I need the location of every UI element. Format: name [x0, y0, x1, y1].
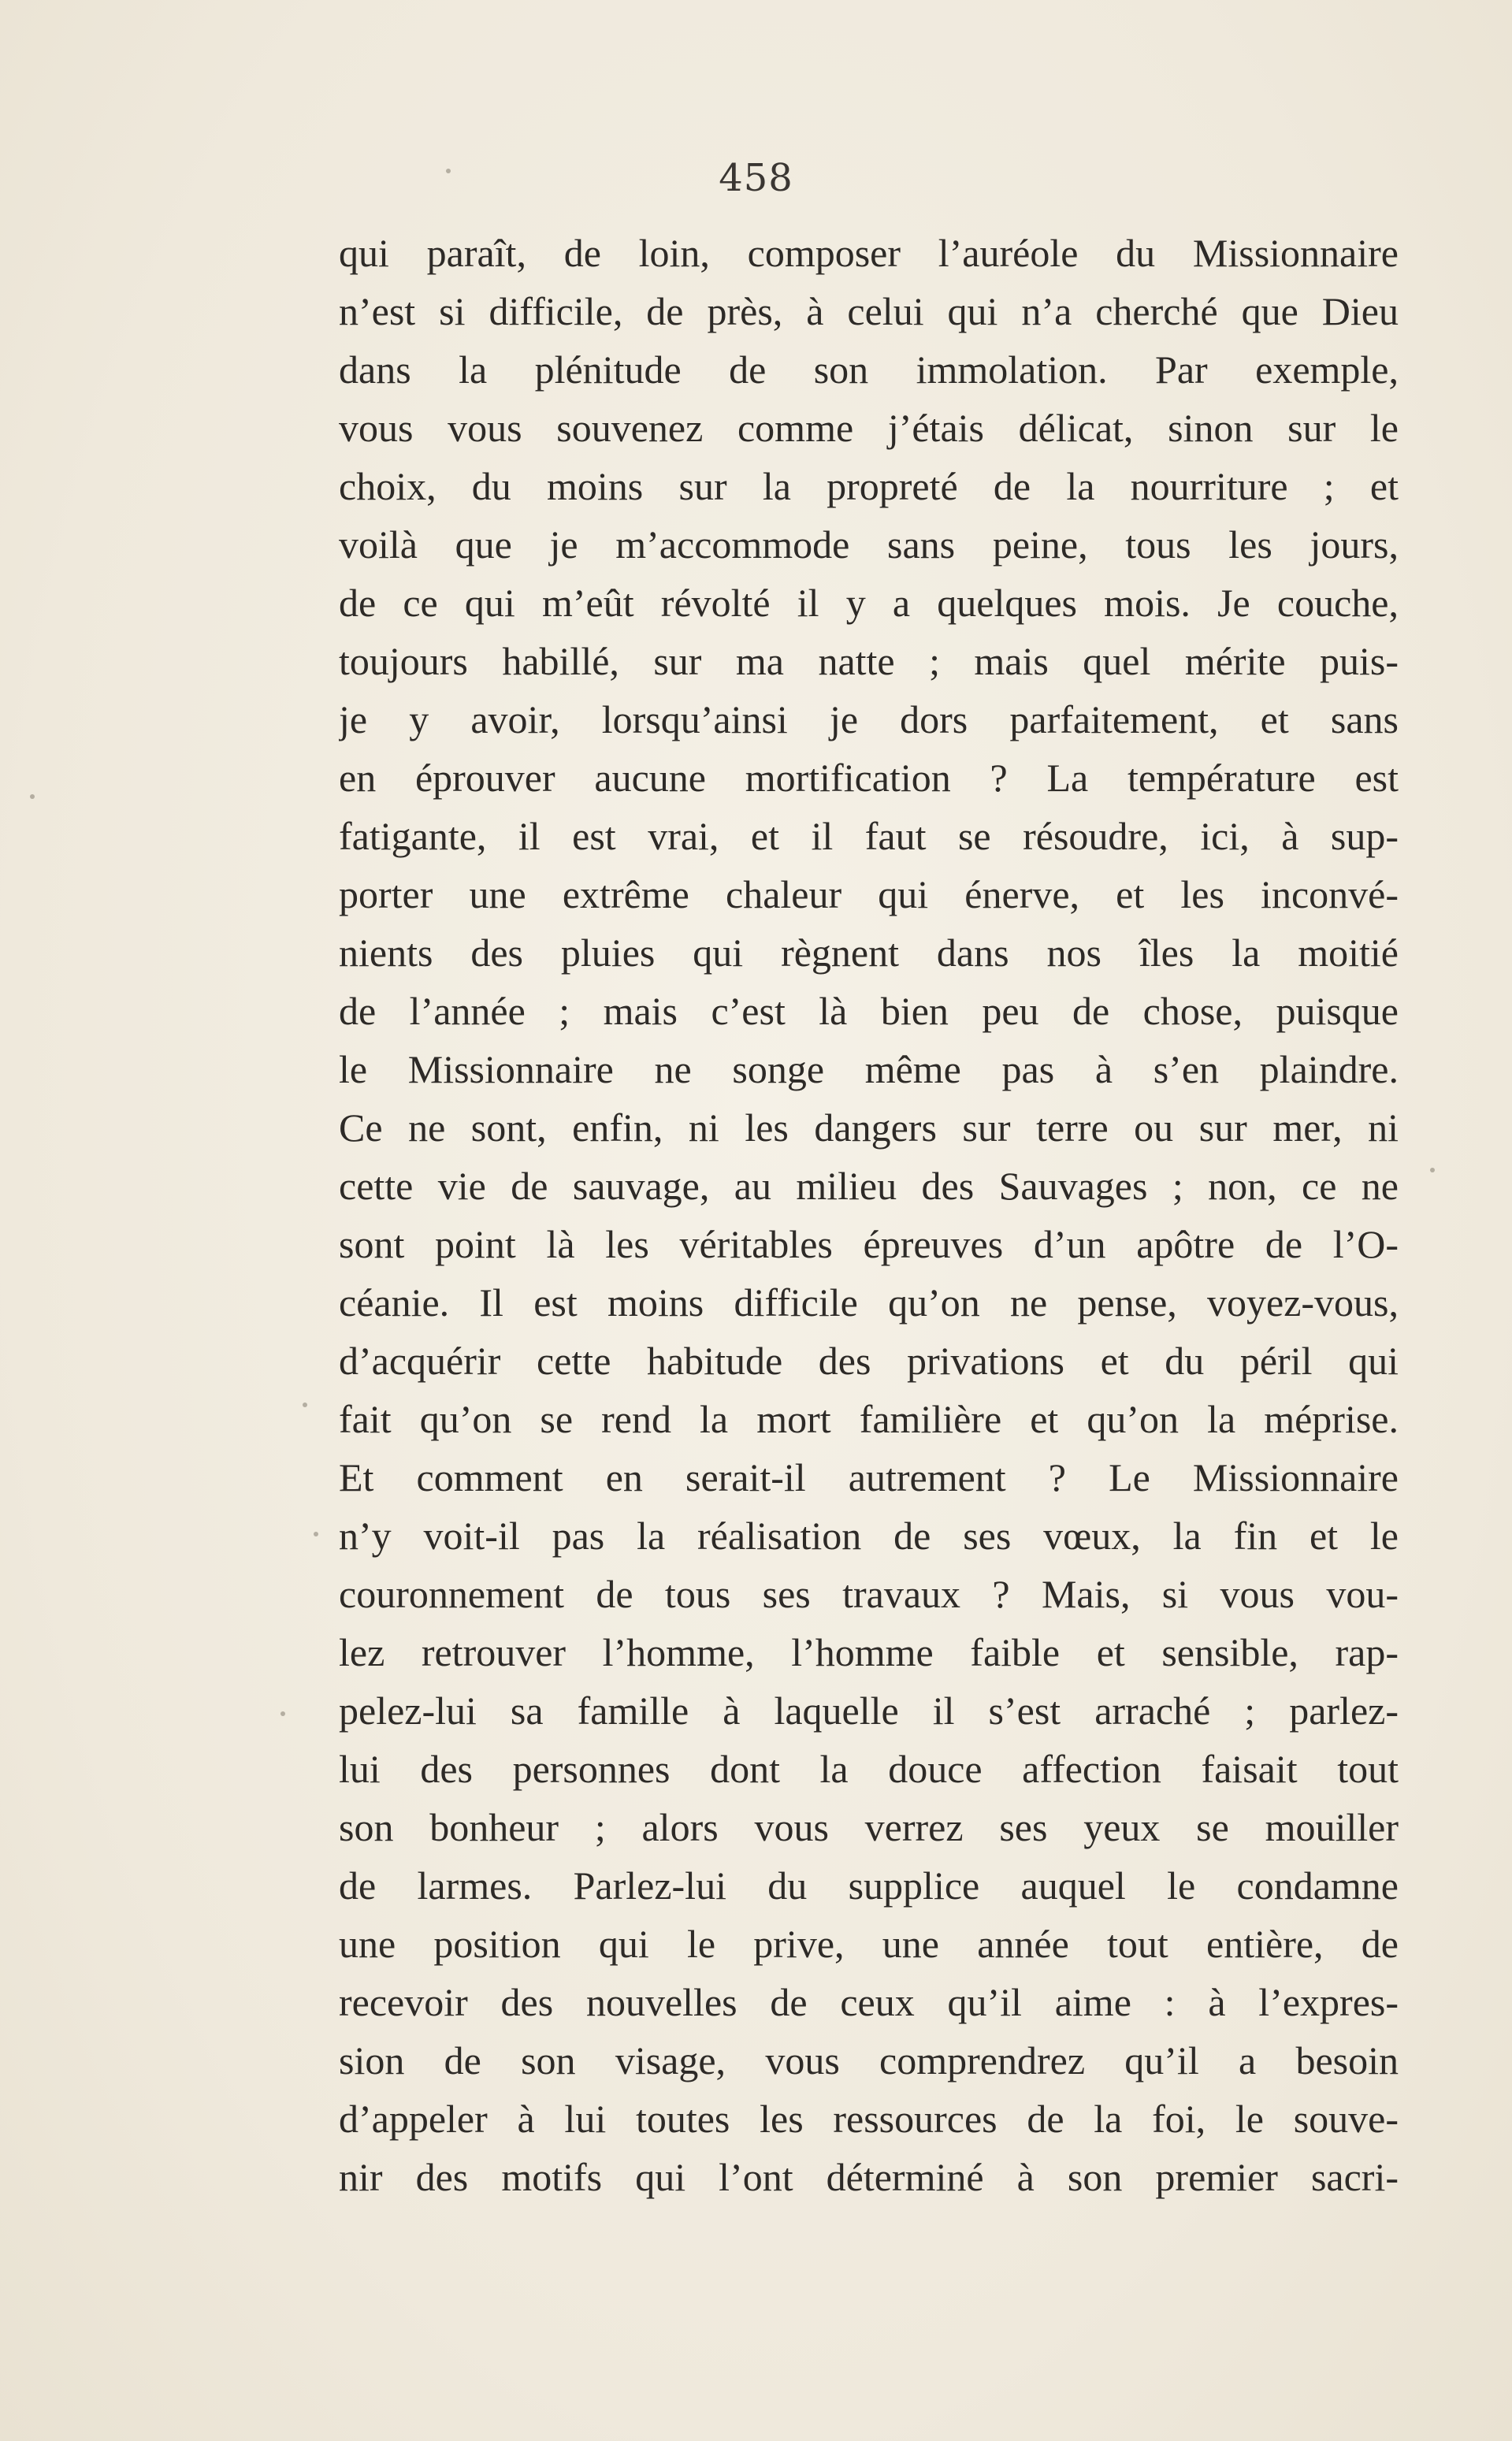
text-line: en éprouver aucune mortification ? La température est [339, 756, 1399, 800]
text-line: Et comment en serait-il autrement ? Le Missionnaire [339, 1455, 1399, 1499]
text-line: pelez-lui sa famille à laquelle il s’est arraché ; parlez- [339, 1689, 1399, 1733]
text-line: d’appeler à lui toutes les ressources de la foi, le souve- [339, 2097, 1399, 2141]
text-line: fatigante, il est vrai, et il faut se résoudre, ici, à sup- [339, 814, 1399, 858]
paper-speck [303, 1403, 307, 1407]
paper-speck [280, 1711, 285, 1716]
text-line: Ce ne sont, enfin, ni les dangers sur terre ou sur mer, ni [339, 1105, 1399, 1150]
text-line: de ce qui m’eût révolté il y a quelques mois. Je couche, [339, 581, 1399, 625]
text-line: je y avoir, lorsqu’ainsi je dors parfaitement, et sans [339, 697, 1399, 741]
text-line: le Missionnaire ne songe même pas à s’en plaindre. [339, 1047, 1399, 1091]
text-line: porter une extrême chaleur qui énerve, et les inconvé- [339, 872, 1399, 916]
text-line: d’acquérir cette habitude des privations et du péril qui [339, 1339, 1399, 1383]
paper-speck [30, 794, 35, 799]
text-line: recevoir des nouvelles de ceux qu’il aime : à l’expres- [339, 1980, 1399, 2024]
text-line: son bonheur ; alors vous verrez ses yeux se mouiller [339, 1805, 1399, 1849]
text-line: sion de son visage, vous comprendrez qu’il a besoin [339, 2038, 1399, 2082]
text-line: cette vie de sauvage, au milieu des Sauvages ; non, ce ne [339, 1164, 1399, 1208]
text-line: lui des personnes dont la douce affection faisait tout [339, 1747, 1399, 1791]
body-text [339, 224, 1399, 2206]
text-line: une position qui le prive, une année tout entière, de [339, 1922, 1399, 1966]
text-line: vous vous souvenez comme j’étais délicat, sinon sur le [339, 406, 1399, 450]
text-line: de larmes. Parlez-lui du supplice auquel le condamne [339, 1863, 1399, 1908]
text-line: nients des pluies qui règnent dans nos îles la moitié [339, 931, 1399, 975]
text-line: de l’année ; mais c’est là bien peu de chose, puisque [339, 989, 1399, 1033]
paper-speck [314, 1532, 318, 1536]
text-line: n’y voit-il pas la réalisation de ses vœux, la fin et le [339, 1514, 1399, 1558]
text-line: dans la plénitude de son immolation. Par exemple, [339, 347, 1399, 392]
page-number: 458 [719, 156, 793, 200]
text-line: voilà que je m’accommode sans peine, tous les jours, [339, 522, 1399, 567]
text-line: qui paraît, de loin, composer l’auréole du Missionnaire [339, 231, 1399, 275]
paper-speck [1430, 1168, 1435, 1172]
text-line: céanie. Il est moins difficile qu’on ne pense, voyez-vous, [339, 1280, 1399, 1325]
text-line: fait qu’on se rend la mort familière et qu’on la méprise. [339, 1397, 1399, 1441]
text-line: sont point là les véritables épreuves d’un apôtre de l’O- [339, 1222, 1399, 1266]
text-line: couronnement de tous ses travaux ? Mais, si vous vou- [339, 1572, 1399, 1616]
text-line: nir des motifs qui l’ont déterminé à son premier sacri- [339, 2155, 1399, 2199]
text-line: choix, du moins sur la propreté de la nourriture ; et [339, 464, 1399, 508]
text-line: lez retrouver l’homme, l’homme faible et sensible, rap- [339, 1630, 1399, 1674]
paper-speck [446, 169, 451, 173]
text-line: toujours habillé, sur ma natte ; mais quel mérite puis- [339, 639, 1399, 683]
text-line: n’est si difficile, de près, à celui qui n’a cherché que Dieu [339, 289, 1399, 333]
